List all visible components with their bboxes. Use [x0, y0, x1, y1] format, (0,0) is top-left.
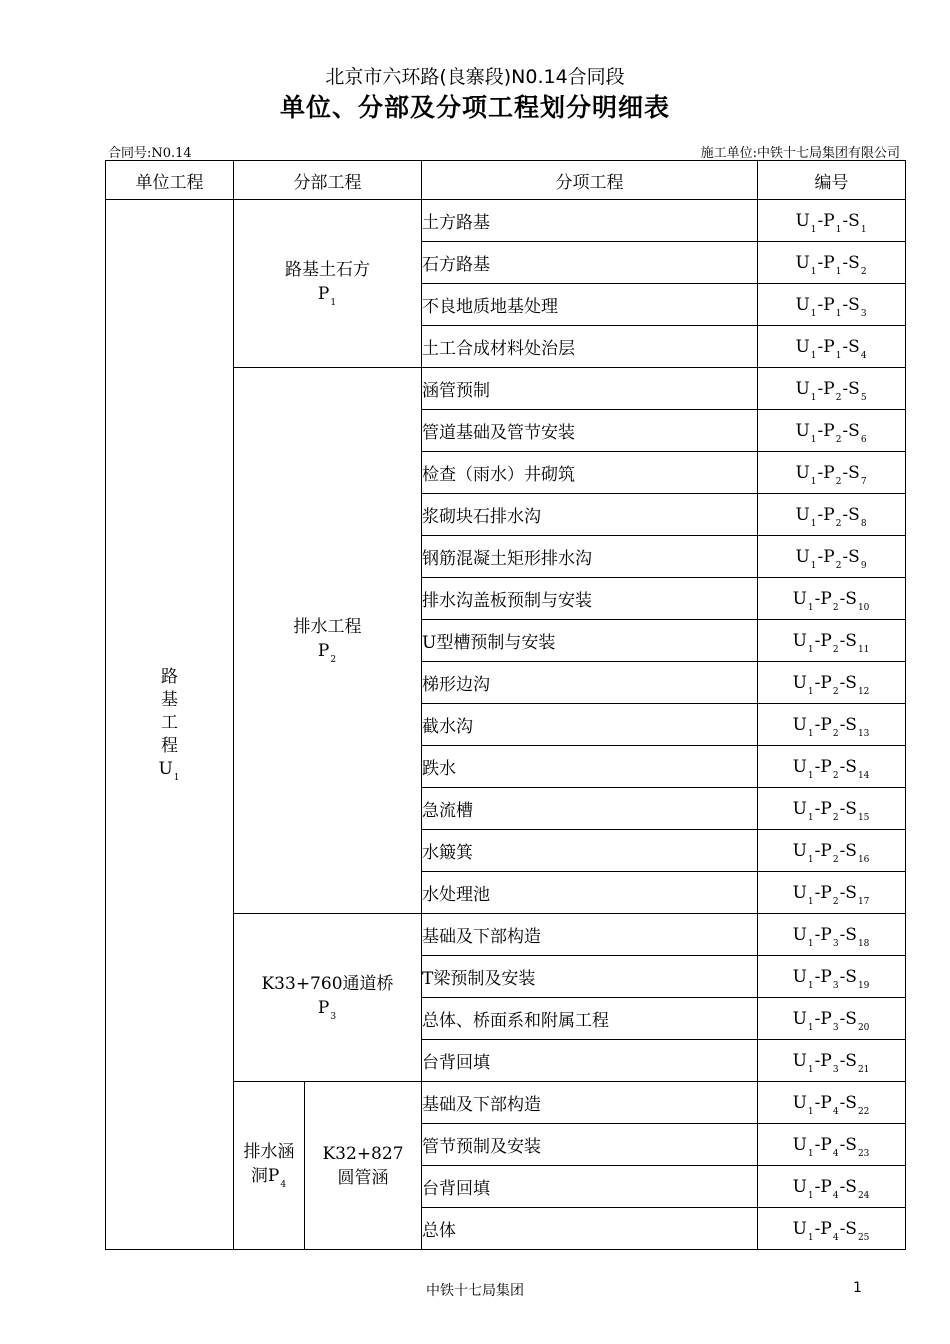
code-letter: -S	[839, 1218, 857, 1239]
code-letter: U	[792, 798, 807, 819]
item-name: 截水沟	[422, 704, 758, 746]
code-letter: -S	[839, 1050, 857, 1071]
item-code	[758, 620, 906, 662]
code-letter: -S	[839, 1176, 857, 1197]
item-name: 土方路基	[422, 200, 758, 242]
code-sub: 1	[810, 266, 817, 277]
code-sub: 1	[807, 770, 814, 781]
unit-name-char: 基	[161, 689, 178, 710]
code-sub: 11	[857, 644, 870, 655]
code-letter: P	[317, 284, 330, 304]
code-letter: U	[158, 758, 173, 779]
item-name: 基础及下部构造	[422, 914, 758, 956]
code-letter: -S	[842, 420, 860, 441]
code-letter: U	[792, 1050, 807, 1071]
code-letter: -P	[814, 924, 832, 945]
item-code	[758, 242, 906, 284]
division-name: 路基土石方	[285, 260, 370, 280]
code-letter: -P	[817, 294, 835, 315]
item-name: 基础及下部构造	[422, 1082, 758, 1124]
code-letter: U	[795, 420, 810, 441]
code-letter: -S	[839, 1092, 857, 1113]
code-letter: -S	[842, 336, 860, 357]
code-sub: 1	[807, 938, 814, 949]
division-table	[105, 160, 906, 1250]
item-name: 排水沟盖板预制与安装	[422, 578, 758, 620]
item-name: T梁预制及安装	[422, 956, 758, 998]
document-title-line1: 北京市六环路(良寨段)N0.14合同段	[325, 66, 625, 88]
code-sub: 2	[832, 812, 839, 823]
code-sub: 1	[810, 350, 817, 361]
code-letter: U	[795, 504, 810, 525]
code-letter: U	[792, 882, 807, 903]
item-name: 检查（雨水）井砌筑	[422, 452, 758, 494]
code-letter: -P	[817, 504, 835, 525]
item-code	[758, 1166, 906, 1208]
code-letter: -P	[814, 1008, 832, 1029]
division-name: 排水涵	[243, 1142, 295, 1162]
division-cell	[234, 368, 422, 914]
code-letter: -S	[842, 378, 860, 399]
code-letter: U	[792, 714, 807, 735]
code-letter: -S	[839, 714, 857, 735]
item-name: 水簸箕	[422, 830, 758, 872]
code-letter: -S	[839, 1134, 857, 1155]
code-sub: 21	[857, 1064, 870, 1075]
item-code	[758, 956, 906, 998]
item-code	[758, 830, 906, 872]
code-sub: 1	[807, 728, 814, 739]
sub-division-name: 圆管涵	[337, 1167, 389, 1188]
item-name: 总体	[422, 1208, 758, 1250]
code-letter: U	[792, 1008, 807, 1029]
code-sub: 12	[857, 686, 870, 697]
code-sub: 1	[807, 1064, 814, 1075]
code-letter: U	[792, 966, 807, 987]
code-sub: 4	[832, 1106, 839, 1117]
code-letter: -P	[817, 546, 835, 567]
code-sub: 2	[832, 644, 839, 655]
code-sub: 1	[810, 434, 817, 445]
code-letter: U	[795, 336, 810, 357]
code-letter: -S	[839, 1008, 857, 1029]
code-letter: U	[792, 1176, 807, 1197]
code-letter: P	[317, 641, 330, 661]
code-sub: 2	[860, 266, 867, 277]
item-name: 急流槽	[422, 788, 758, 830]
code-sub: 2	[832, 854, 839, 865]
code-sub: 1	[810, 560, 817, 571]
code-letter: U	[792, 1218, 807, 1239]
item-code	[758, 578, 906, 620]
code-sub: 3	[832, 980, 839, 991]
column-header-code: 编号	[758, 161, 906, 200]
code-letter: U	[795, 462, 810, 483]
item-code	[758, 284, 906, 326]
code-sub: 1	[807, 1148, 814, 1159]
code-letter: -S	[839, 630, 857, 651]
code-sub: 1	[807, 896, 814, 907]
code-sub: 2	[832, 770, 839, 781]
code-sub: 1	[807, 602, 814, 613]
code-sub: 2	[832, 602, 839, 613]
division-cell	[234, 1082, 305, 1250]
item-name: 钢筋混凝土矩形排水沟	[422, 536, 758, 578]
code-sub: 18	[857, 938, 870, 949]
code-sub: 17	[857, 896, 870, 907]
code-letter: -P	[814, 1050, 832, 1071]
code-letter: -S	[842, 546, 860, 567]
code-sub: 2	[835, 560, 842, 571]
code-sub: 8	[860, 518, 867, 529]
item-code	[758, 998, 906, 1040]
code-sub: 1	[173, 772, 180, 783]
code-sub: 14	[857, 770, 870, 781]
code-sub: 4	[280, 1180, 287, 1190]
code-sub: 16	[857, 854, 870, 865]
code-sub: 6	[860, 434, 867, 445]
code-letter: U	[792, 756, 807, 777]
code-letter: -S	[842, 210, 860, 231]
code-sub: 9	[860, 560, 867, 571]
code-sub: 1	[807, 686, 814, 697]
code-letter: U	[792, 630, 807, 651]
code-sub: 23	[857, 1148, 870, 1159]
code-sub: 22	[857, 1106, 870, 1117]
division-name: 排水工程	[293, 617, 362, 637]
code-sub: 5	[860, 392, 867, 403]
code-letter: U	[792, 588, 807, 609]
code-letter: -S	[839, 798, 857, 819]
code-letter: -P	[814, 1134, 832, 1155]
item-code	[758, 536, 906, 578]
code-letter: -P	[814, 714, 832, 735]
code-sub: 2	[832, 728, 839, 739]
code-sub: 2	[835, 518, 842, 529]
code-letter: -S	[842, 504, 860, 525]
code-sub: 2	[832, 686, 839, 697]
code-letter: -P	[817, 420, 835, 441]
division-name: K33+760通道桥	[261, 974, 394, 994]
item-code	[758, 872, 906, 914]
code-letter: -P	[814, 672, 832, 693]
column-header-item: 分项工程	[422, 161, 758, 200]
division-name: 洞P	[250, 1166, 280, 1186]
code-sub: 1	[807, 980, 814, 991]
item-code	[758, 1208, 906, 1250]
code-letter: -P	[814, 798, 832, 819]
code-sub: 10	[857, 602, 870, 613]
code-sub: 20	[857, 1022, 870, 1033]
item-name: 管节预制及安装	[422, 1124, 758, 1166]
code-letter: -S	[842, 252, 860, 273]
code-sub: 1	[810, 518, 817, 529]
item-code	[758, 494, 906, 536]
code-sub: 2	[835, 392, 842, 403]
item-name: 梯形边沟	[422, 662, 758, 704]
code-letter: -P	[817, 336, 835, 357]
item-name: 总体、桥面系和附属工程	[422, 998, 758, 1040]
code-sub: 2	[330, 655, 337, 665]
code-sub: 1	[835, 350, 842, 361]
item-name: U型槽预制与安装	[422, 620, 758, 662]
code-sub: 15	[857, 812, 870, 823]
item-code	[758, 704, 906, 746]
code-sub: 4	[832, 1232, 839, 1243]
code-sub: 4	[832, 1190, 839, 1201]
code-letter: -P	[814, 966, 832, 987]
code-sub: 3	[832, 1022, 839, 1033]
sub-division-cell	[305, 1082, 422, 1250]
code-sub: 1	[330, 298, 337, 308]
item-name: 不良地质地基处理	[422, 284, 758, 326]
item-code	[758, 1124, 906, 1166]
code-sub: 3	[330, 1012, 337, 1022]
code-sub: 1	[810, 476, 817, 487]
code-letter: U	[792, 840, 807, 861]
code-letter: -S	[839, 966, 857, 987]
code-sub: 1	[810, 308, 817, 319]
item-name: 涵管预制	[422, 368, 758, 410]
code-sub: 2	[832, 896, 839, 907]
code-sub: 2	[835, 434, 842, 445]
code-letter: -P	[817, 210, 835, 231]
document-title-line2: 单位、分部及分项工程划分明细表	[279, 93, 670, 122]
item-code	[758, 914, 906, 956]
code-sub: 1	[810, 224, 817, 235]
item-name: 土工合成材料处治层	[422, 326, 758, 368]
code-letter: -P	[817, 378, 835, 399]
code-letter: -P	[814, 630, 832, 651]
footer-company: 中铁十七局集团	[426, 1283, 524, 1299]
code-letter: U	[795, 546, 810, 567]
code-sub: 2	[835, 476, 842, 487]
item-code	[758, 452, 906, 494]
code-sub: 1	[807, 1190, 814, 1201]
item-code	[758, 200, 906, 242]
code-letter: -P	[817, 252, 835, 273]
item-code	[758, 410, 906, 452]
code-sub: 4	[832, 1148, 839, 1159]
code-letter: -P	[814, 1218, 832, 1239]
code-sub: 3	[860, 308, 867, 319]
code-sub: 3	[832, 1064, 839, 1075]
item-name: 水处理池	[422, 872, 758, 914]
code-letter: U	[795, 378, 810, 399]
code-sub: 1	[807, 1022, 814, 1033]
page-number: 1	[853, 1280, 862, 1296]
code-letter: -P	[814, 588, 832, 609]
unit-name-char: 路	[161, 666, 178, 687]
code-letter: -S	[842, 294, 860, 315]
code-letter: -S	[839, 840, 857, 861]
sub-division-name: K32+827	[322, 1143, 404, 1164]
code-letter: -P	[814, 756, 832, 777]
code-letter: U	[795, 252, 810, 273]
code-letter: -P	[814, 882, 832, 903]
item-name: 台背回填	[422, 1040, 758, 1082]
table-row	[106, 200, 906, 242]
code-sub: 1	[807, 854, 814, 865]
code-letter: U	[792, 924, 807, 945]
item-name: 浆砌块石排水沟	[422, 494, 758, 536]
item-name: 石方路基	[422, 242, 758, 284]
column-header-division: 分部工程	[234, 161, 422, 200]
code-letter: -P	[817, 462, 835, 483]
code-sub: 1	[807, 812, 814, 823]
item-code	[758, 326, 906, 368]
item-name: 台背回填	[422, 1166, 758, 1208]
item-name: 跌水	[422, 746, 758, 788]
code-letter: -S	[842, 462, 860, 483]
item-code	[758, 1040, 906, 1082]
code-letter: U	[792, 672, 807, 693]
code-letter: -S	[839, 882, 857, 903]
code-letter: P	[317, 998, 330, 1018]
contractor-name: 施工单位:中铁十七局集团有限公司	[700, 146, 900, 161]
code-letter: U	[792, 1134, 807, 1155]
unit-name-char: 程	[161, 735, 178, 756]
unit-name-char: 工	[161, 712, 178, 733]
code-letter: U	[795, 210, 810, 231]
division-cell	[234, 200, 422, 368]
item-code	[758, 662, 906, 704]
item-name: 管道基础及管节安装	[422, 410, 758, 452]
code-sub: 3	[832, 938, 839, 949]
code-letter: -S	[839, 672, 857, 693]
code-sub: 1	[807, 1232, 814, 1243]
code-letter: -P	[814, 1092, 832, 1113]
contract-number: 合同号:N0.14	[108, 146, 192, 161]
code-sub: 1	[835, 224, 842, 235]
code-sub: 19	[857, 980, 870, 991]
code-sub: 1	[835, 266, 842, 277]
item-code	[758, 788, 906, 830]
code-sub: 7	[860, 476, 867, 487]
division-cell	[234, 914, 422, 1082]
table-body	[106, 200, 906, 1250]
item-code	[758, 368, 906, 410]
unit-code	[106, 758, 233, 784]
code-letter: -S	[839, 588, 857, 609]
code-sub: 1	[860, 224, 867, 235]
code-letter: -S	[839, 756, 857, 777]
code-sub: 24	[857, 1190, 870, 1201]
item-code	[758, 746, 906, 788]
code-letter: -P	[814, 1176, 832, 1197]
code-sub: 4	[860, 350, 867, 361]
code-sub: 1	[810, 392, 817, 403]
item-code	[758, 1082, 906, 1124]
code-sub: 1	[835, 308, 842, 319]
code-sub: 1	[807, 1106, 814, 1117]
code-letter: U	[795, 294, 810, 315]
unit-cell	[106, 200, 234, 1250]
code-letter: -S	[839, 924, 857, 945]
column-header-unit: 单位工程	[106, 161, 234, 200]
code-sub: 1	[807, 644, 814, 655]
code-sub: 25	[857, 1232, 870, 1243]
table-header-row	[106, 161, 906, 200]
code-letter: U	[792, 1092, 807, 1113]
code-sub: 13	[857, 728, 870, 739]
code-letter: -P	[814, 840, 832, 861]
